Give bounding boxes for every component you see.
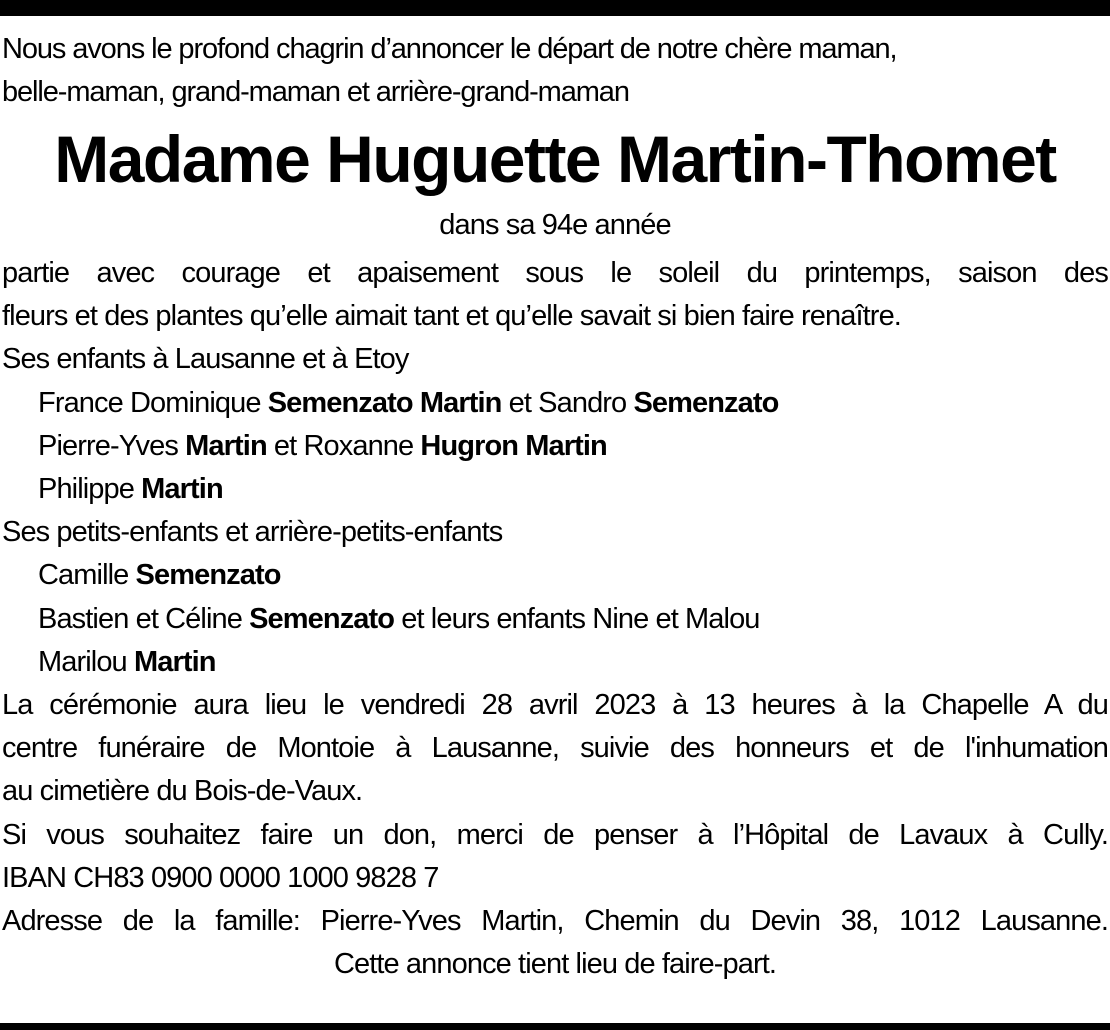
surname: Martin — [185, 429, 267, 462]
donation-line-1: Si vous souhaitez faire un don, merci de penser à l’Hôpital de Lavaux à Cully. — [2, 818, 1108, 851]
surname: Martin — [141, 473, 223, 506]
surname: Semenzato Martin — [267, 386, 502, 419]
iban-line: IBAN CH83 0900 0000 1000 9828 7 — [2, 861, 439, 894]
list-item — [2, 468, 1108, 511]
family-address: Adresse de la famille: Pierre-Yves Martin, Chemin du Devin 38, 1012 Lausanne. — [2, 905, 1108, 938]
donation-paragraph — [2, 814, 1108, 900]
given-names: Bastien et Céline — [38, 602, 250, 635]
given-names: Pierre-Yves — [38, 429, 186, 462]
deceased-name: Madame Huguette Martin-Thomet — [54, 122, 1056, 196]
ceremony-line-2: centre funéraire de Montoie à Lausanne, suivie des honneurs et de l'inhumation — [2, 732, 1108, 765]
joiner: et Sandro — [501, 386, 634, 419]
list-item — [2, 425, 1108, 468]
intro-paragraph — [2, 28, 1108, 114]
surname: Semenzato — [249, 602, 395, 635]
ceremony-paragraph — [2, 684, 1108, 814]
closing-line: Cette annonce tient lieu de faire-part. — [333, 948, 777, 981]
surname: Martin — [133, 645, 216, 678]
tribute-line-2: fleurs et des plantes qu’elle aimait tant et qu’elle savait si bien faire renaître. — [2, 300, 901, 333]
surname: Semenzato — [633, 386, 779, 419]
grandchildren-section — [2, 511, 1108, 684]
children-section — [2, 338, 1108, 511]
list-item — [2, 641, 1108, 684]
top-rule — [0, 0, 1110, 16]
list-item — [2, 382, 1108, 425]
intro-line-2: belle-maman, grand-maman et arrière-grand-maman — [2, 76, 629, 108]
obituary-notice — [2, 28, 1108, 986]
ceremony-line-3: au cimetière du Bois-de-Vaux. — [2, 775, 363, 808]
ceremony-line-1: La cérémonie aura lieu le vendredi 28 avril 2023 à 13 heures à la Chapelle A du — [2, 689, 1108, 722]
grandchildren-heading: Ses petits-enfants et arrière-petits-enfants — [2, 516, 503, 549]
children-heading: Ses enfants à Lausanne et à Etoy — [2, 343, 409, 376]
age-line: dans sa 94e année — [439, 209, 671, 241]
surname: Hugron Martin — [420, 429, 607, 462]
given-names: Camille — [38, 559, 136, 592]
joiner: et Roxanne — [266, 429, 421, 462]
surname: Semenzato — [135, 559, 281, 592]
suffix: et leurs enfants Nine et Malou — [394, 602, 760, 635]
intro-line-1: Nous avons le profond chagrin d’annoncer le départ de notre chère maman, — [2, 33, 897, 65]
given-names: France Dominique — [38, 386, 268, 419]
bottom-rule — [0, 1023, 1110, 1030]
list-item — [2, 598, 1108, 641]
given-names: Philippe — [38, 473, 142, 506]
tribute-paragraph — [2, 252, 1108, 338]
list-item — [2, 554, 1108, 597]
tribute-line-1: partie avec courage et apaisement sous le soleil du printemps, saison des — [2, 257, 1108, 289]
given-names: Marilou — [38, 645, 134, 678]
